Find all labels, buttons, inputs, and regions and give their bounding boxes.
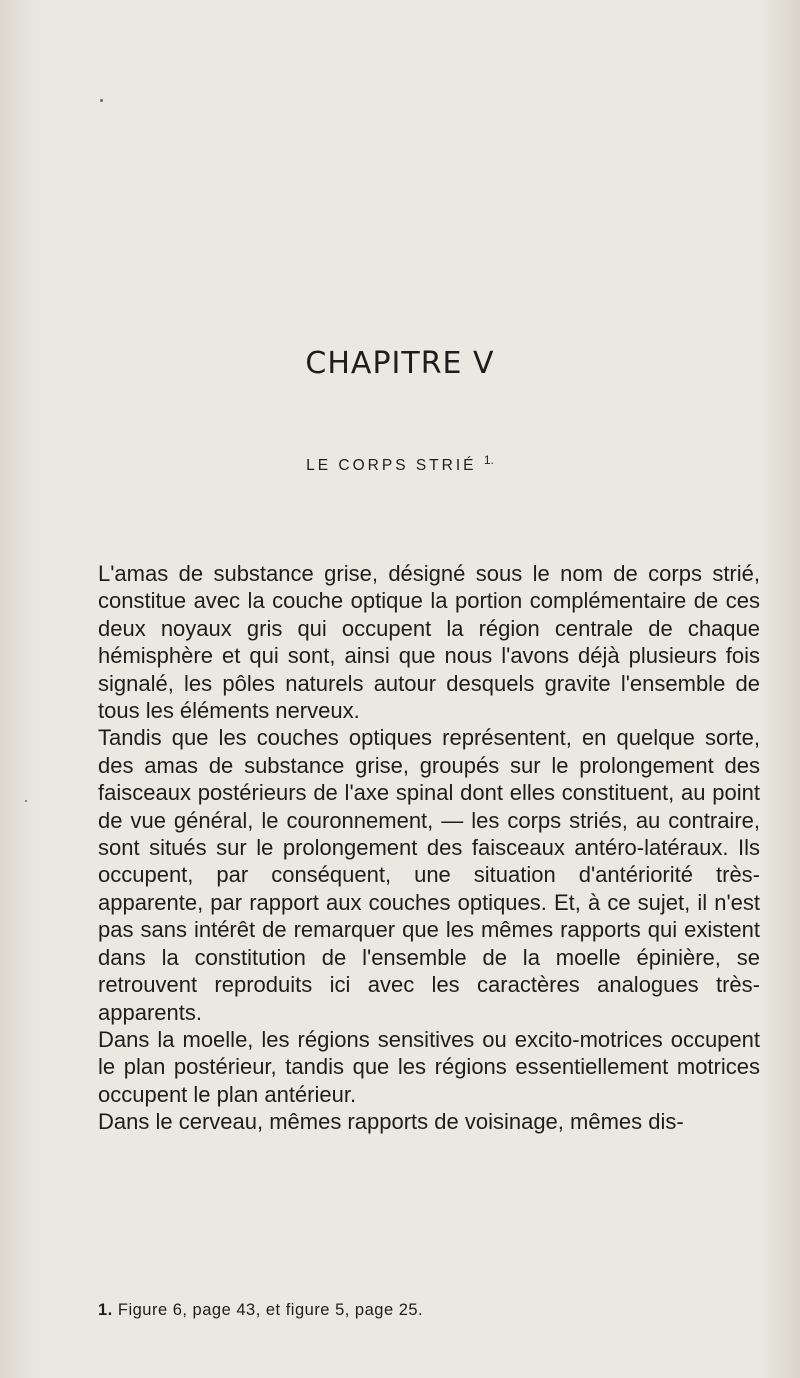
- footnote-number: 1.: [98, 1301, 113, 1319]
- section-title-text: LE CORPS STRIÉ: [306, 457, 477, 475]
- paragraph-4: Dans le cerveau, mêmes rapports de voisinage, mêmes dis-: [98, 1109, 684, 1135]
- body-text: [98, 560, 760, 1136]
- paragraph-1: L'amas de substance grise, désigné sous le nom de corps strié, constitue avec la couche optique la portion complémentaire de ces deux noyaux gris qui occupent la région centrale de chaque hémisphère et qui sont, ainsi que nous l'avons déjà plusieurs fois signalé, les pôles naturels autour desquels gravite l'ensemble de tous les éléments nerveux.: [98, 561, 760, 724]
- paragraph-3: Dans la moelle, les régions sensitives ou excito-motrices occupent le plan postérieur, tandis que les régions essentiellement motrices occupent le plan antérieur.: [98, 1026, 760, 1107]
- scan-speck: [100, 99, 103, 102]
- chapter-heading: CHAPITRE V: [305, 346, 495, 381]
- scan-speck: [25, 800, 27, 802]
- section-heading: [0, 453, 800, 475]
- footnote-text: Figure 6, page 43, et figure 5, page 25.: [117, 1301, 424, 1319]
- footnote-reference: 1.: [483, 453, 494, 467]
- paragraph-2: Tandis que les couches optiques représentent, en quelque sorte, des amas de substance grise, groupés sur le prolongement des faisceaux postérieurs de l'axe spinal dont elles constituent, au point de vue général, le couronnement, — les corps striés, au contraire, sont situés sur le prolongement des faisceaux antéro-latéraux. Ils occupent, par conséquent, une situation d'antériorité très-apparente, par rapport aux couches optiques. Et, à ce sujet, il n'est pas sans intérêt de remarquer que les mêmes rapports qui existent dans la constitution de l'ensemble de la moelle épinière, se retrouvent reproduits ici avec les caractères analogues très-apparents.: [98, 725, 760, 1025]
- footnote: [98, 1301, 760, 1320]
